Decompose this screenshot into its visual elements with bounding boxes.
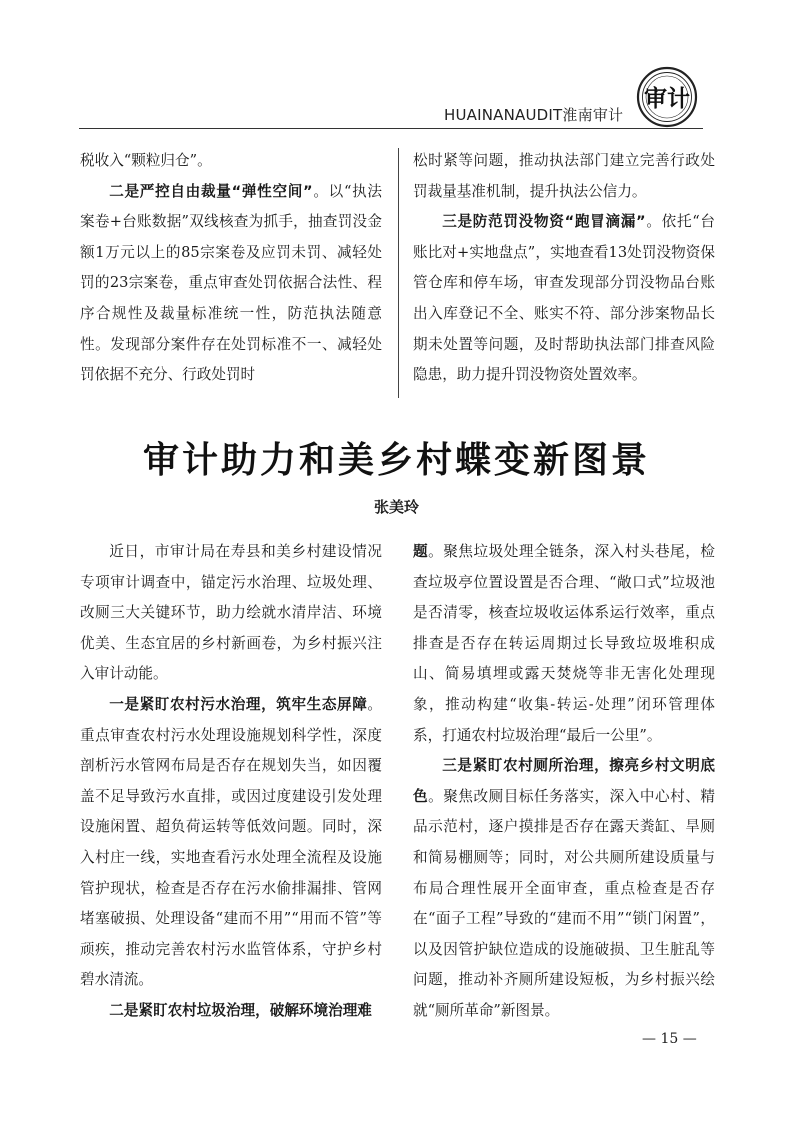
- top-left-paragraph-2-body: 。以“执法案卷+台账数据”双线核查为抓手，抽查罚没金额1万元以上的85宗案卷及应罚未罚、减轻处罚的23宗案卷，重点审查处罚依据合法性、程序合规性及裁量标准统一性，防范执法随意性。发现部分案件存在处罚标准不一、减轻处罚依据不充分、行政处罚时: [80, 182, 382, 384]
- journal-name: HUAINANAUDIT淮南审计: [444, 106, 624, 124]
- top-right-paragraph-1: 松时紧等问题，推动执法部门建立完善行政处罚裁量基准机制，提升执法公信力。: [413, 152, 715, 200]
- article-title: 审计助力和美乡村蝶变新图景: [142, 440, 650, 481]
- article-section-2-cont: [413, 537, 715, 751]
- section-2-lead-cont: 题: [413, 543, 429, 560]
- page-number: — 15 —: [642, 1031, 697, 1047]
- top-right-paragraph-2: [413, 207, 715, 391]
- section-3-lead: 三是紧盯农村厕所治理，擦亮乡村文明底色: [413, 757, 715, 805]
- top-left-column: [80, 146, 382, 391]
- top-right-paragraph-2-body: 。依托“台账比对+实地盘点”，实地查看13处罚没物资保管仓库和停车场，审查发现部分罚没物品台账出入库登记不全、账实不符、部分涉案物品长期未处置等问题，及时帮助执法部门排查风险隐患，助力提升罚没物资处置效率。: [413, 213, 715, 384]
- section-2-lead: 二是紧盯农村垃圾治理，破解环境治理难: [109, 1001, 372, 1019]
- top-left-paragraph-2: [80, 177, 382, 391]
- article-section-3: [413, 751, 715, 1026]
- article-author: 张美玲: [373, 498, 419, 516]
- article-section-2-start: [80, 996, 382, 1027]
- top-right-column: [413, 146, 715, 391]
- article-left-column: [80, 537, 382, 1027]
- section-1-lead: 一是紧盯农村污水治理，筑牢生态屏障: [109, 695, 368, 713]
- header-rule: [79, 128, 703, 129]
- top-left-paragraph-1: 税收入“颗粒归仓”。: [80, 152, 212, 169]
- journal-logo: [636, 66, 698, 128]
- top-left-paragraph-2-lead: 二是严控自由裁量“弹性空间”: [109, 182, 313, 200]
- section-1-body: 。重点审查农村污水处理设施规划科学性，深度剖析污水管网布局是否存在规划失当，如因覆盖不足导致污水直排，或因过度建设引发处理设施闲置、超负荷运转等低效问题。同时，深入村庄一线，实地查看污水处理全流程及设施管护现状，检查是否存在污水偷排漏排、管网堵塞破损、处理设备“建而不用”“用而不管”等顽疾，推动完善农村污水监管体系，守护乡村碧水清流。: [80, 695, 382, 989]
- section-2-body: 。聚焦垃圾处理全链条，深入村头巷尾，检查垃圾亭位置设置是否合理、“敞口式”垃圾池是否清零，核查垃圾收运体系运行效率，重点排查是否存在转运周期过长导致垃圾堆积成山、简易填埋或露天焚烧等非无害化处理现象，推动构建“收集-转运-处理”闭环管理体系，打通农村垃圾治理“最后一公里”。: [413, 543, 715, 744]
- article-section-1: [80, 690, 382, 996]
- top-right-paragraph-2-lead: 三是防范罚没物资“跑冒滴漏”: [442, 213, 646, 231]
- section-3-body: 。聚焦改厕目标任务落实，深入中心村、精品示范村，逐户摸排是否存在露天粪缸、旱厕和简易棚厕等；同时，对公共厕所建设质量与布局合理性展开全面审查，重点检查是否存在“面子工程”导致的“建而不用”“锁门闲置”，以及因管护缺位造成的设施破损、卫生脏乱等问题，推动补齐厕所建设短板，为乡村振兴绘就“厕所革命”新图景。: [413, 787, 715, 1019]
- column-divider: [398, 148, 399, 398]
- article-right-column: [413, 537, 715, 1027]
- logo-text: 审计: [644, 86, 690, 112]
- article-intro: 近日，市审计局在寿县和美乡村建设情况专项审计调查中，锚定污水治理、垃圾处理、改厕三大关键环节，助力绘就水清岸洁、环境优美、生态宜居的乡村新画卷，为乡村振兴注入审计动能。: [80, 543, 382, 683]
